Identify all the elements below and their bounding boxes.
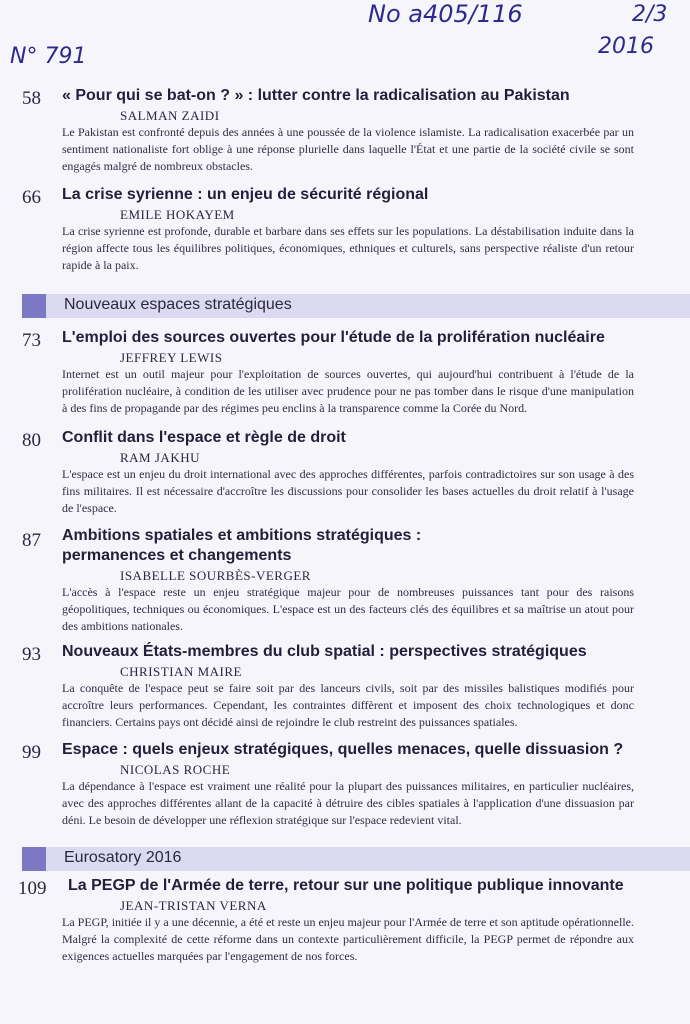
article-description: La dépendance à l'espace est vraiment une réalité pour la plupart des puissances militaires, en particulier nucléaires, avec des approches différentes allant de la capacité à détruire des cibles spatiales à l'application d'une dissuasion par déni. Le besoin de développer une réflexion stratégique sur l'espace redevient vital.: [62, 779, 634, 827]
article-description: L'espace est un enjeu du droit international avec des approches différentes, parfois contradictoires sur son usage à des fins militaires. Il est nécessaire d'accroître les discussions pour consolider les bases actuelles du droit relatif à l'usage de l'espace.: [62, 467, 634, 515]
section-marker: [22, 847, 46, 871]
page-number: 109: [18, 878, 47, 899]
article-author: NICOLAS ROCHE: [120, 762, 231, 777]
article-description: Internet est un outil majeur pour l'exploitation de sources ouvertes, qui aujourd'hui contribuent à l'étude de la prolifération nucléaire, à condition de les utiliser avec prudence pour ne pas tomber dans le risque d'une manipulation à des fins de propagande par des régimes peu enclins à la transparence comme la Corée du Nord.: [62, 367, 634, 415]
page-number: 58: [22, 88, 41, 109]
article-author: ISABELLE SOURBÈS-VERGER: [120, 568, 311, 583]
article-title-line-2: permanences et changements: [62, 547, 292, 564]
page-number: 66: [22, 187, 41, 208]
article-description: La crise syrienne est profonde, durable et barbare dans ses effets sur les populations. La déstabilisation induite dans la région affecte tous les équilibres politiques, économiques, ethniques et culturels, sans perspective réaliste d'un retour rapide à la paix.: [62, 224, 634, 272]
page-number: 80: [22, 430, 41, 451]
article-author: EMILE HOKAYEM: [120, 207, 235, 222]
article-title: Espace : quels enjeux stratégiques, quelles menaces, quelle dissuasion ?: [62, 741, 624, 758]
article-title: Conflit dans l'espace et règle de droit: [62, 429, 346, 446]
article-author: RAM JAKHU: [120, 450, 200, 465]
page-number: 87: [22, 530, 41, 551]
section-header: [22, 294, 690, 318]
page-number: 99: [22, 742, 41, 763]
article-title: Nouveaux États-membres du club spatial : perspectives stratégiques: [62, 643, 587, 660]
article-author: SALMAN ZAIDI: [120, 108, 220, 123]
handwritten-reference: No a405/116: [368, 0, 523, 28]
article-description: Le Pakistan est confronté depuis des années à une poussée de la violence islamiste. La radicalisation exacerbée par un sentiment nationaliste fort oblige à une réponse plurielle dans laquelle l'État et une partie de la société civile se sont engagés malgré de nombreux obstacles.: [62, 125, 634, 173]
article-author: JEFFREY LEWIS: [120, 350, 223, 365]
article-title: L'emploi des sources ouvertes pour l'étude de la prolifération nucléaire: [62, 329, 605, 346]
page-number: 93: [22, 644, 41, 665]
article-author: JEAN-TRISTAN VERNA: [120, 898, 267, 913]
page-number: 73: [22, 330, 41, 351]
section-header: [22, 847, 690, 871]
article-description: L'accès à l'espace reste un enjeu stratégique majeur pour de nombreuses puissances tant pour des raisons géopolitiques, techniques ou économiques. L'espace est un des facteurs clés des équilibres et sa maîtrise un atout pour des ambitions nationales.: [62, 585, 634, 633]
handwritten-issue-number: N° 791: [10, 44, 87, 69]
article-title: La crise syrienne : un enjeu de sécurité régional: [62, 186, 429, 203]
section-title: Eurosatory 2016: [64, 849, 182, 866]
article-title: « Pour qui se bat-on ? » : lutter contre la radicalisation au Pakistan: [62, 87, 570, 104]
section-title: Nouveaux espaces stratégiques: [64, 296, 292, 313]
section-marker: [22, 294, 46, 318]
article-title: La PEGP de l'Armée de terre, retour sur une politique publique innovante: [68, 877, 624, 894]
article-author: CHRISTIAN MAIRE: [120, 664, 242, 679]
article-title-line-1: Ambitions spatiales et ambitions stratégiques :: [62, 527, 422, 544]
article-description: La PEGP, initiée il y a une décennie, a été et reste un enjeu majeur pour l'Armée de terre et son aptitude opérationnelle. Malgré la complexité de cette réforme dans un contexte particulièrement difficile, la PEGP permet de répondre aux exigences actuelles marquées par l'engagement de nos forces.: [62, 915, 634, 963]
handwritten-year: 2016: [598, 34, 654, 59]
handwritten-page-count: 2/3: [632, 2, 668, 27]
article-description: La conquête de l'espace peut se faire soit par des lanceurs civils, soit par des missiles balistiques modifiés pour accroître leurs performances. Cependant, les contraintes diffèrent et imposent des choix technologiques et donc financiers. Certains pays ont décidé ainsi de rejoindre le club restreint des puissances spatiales.: [62, 681, 634, 729]
